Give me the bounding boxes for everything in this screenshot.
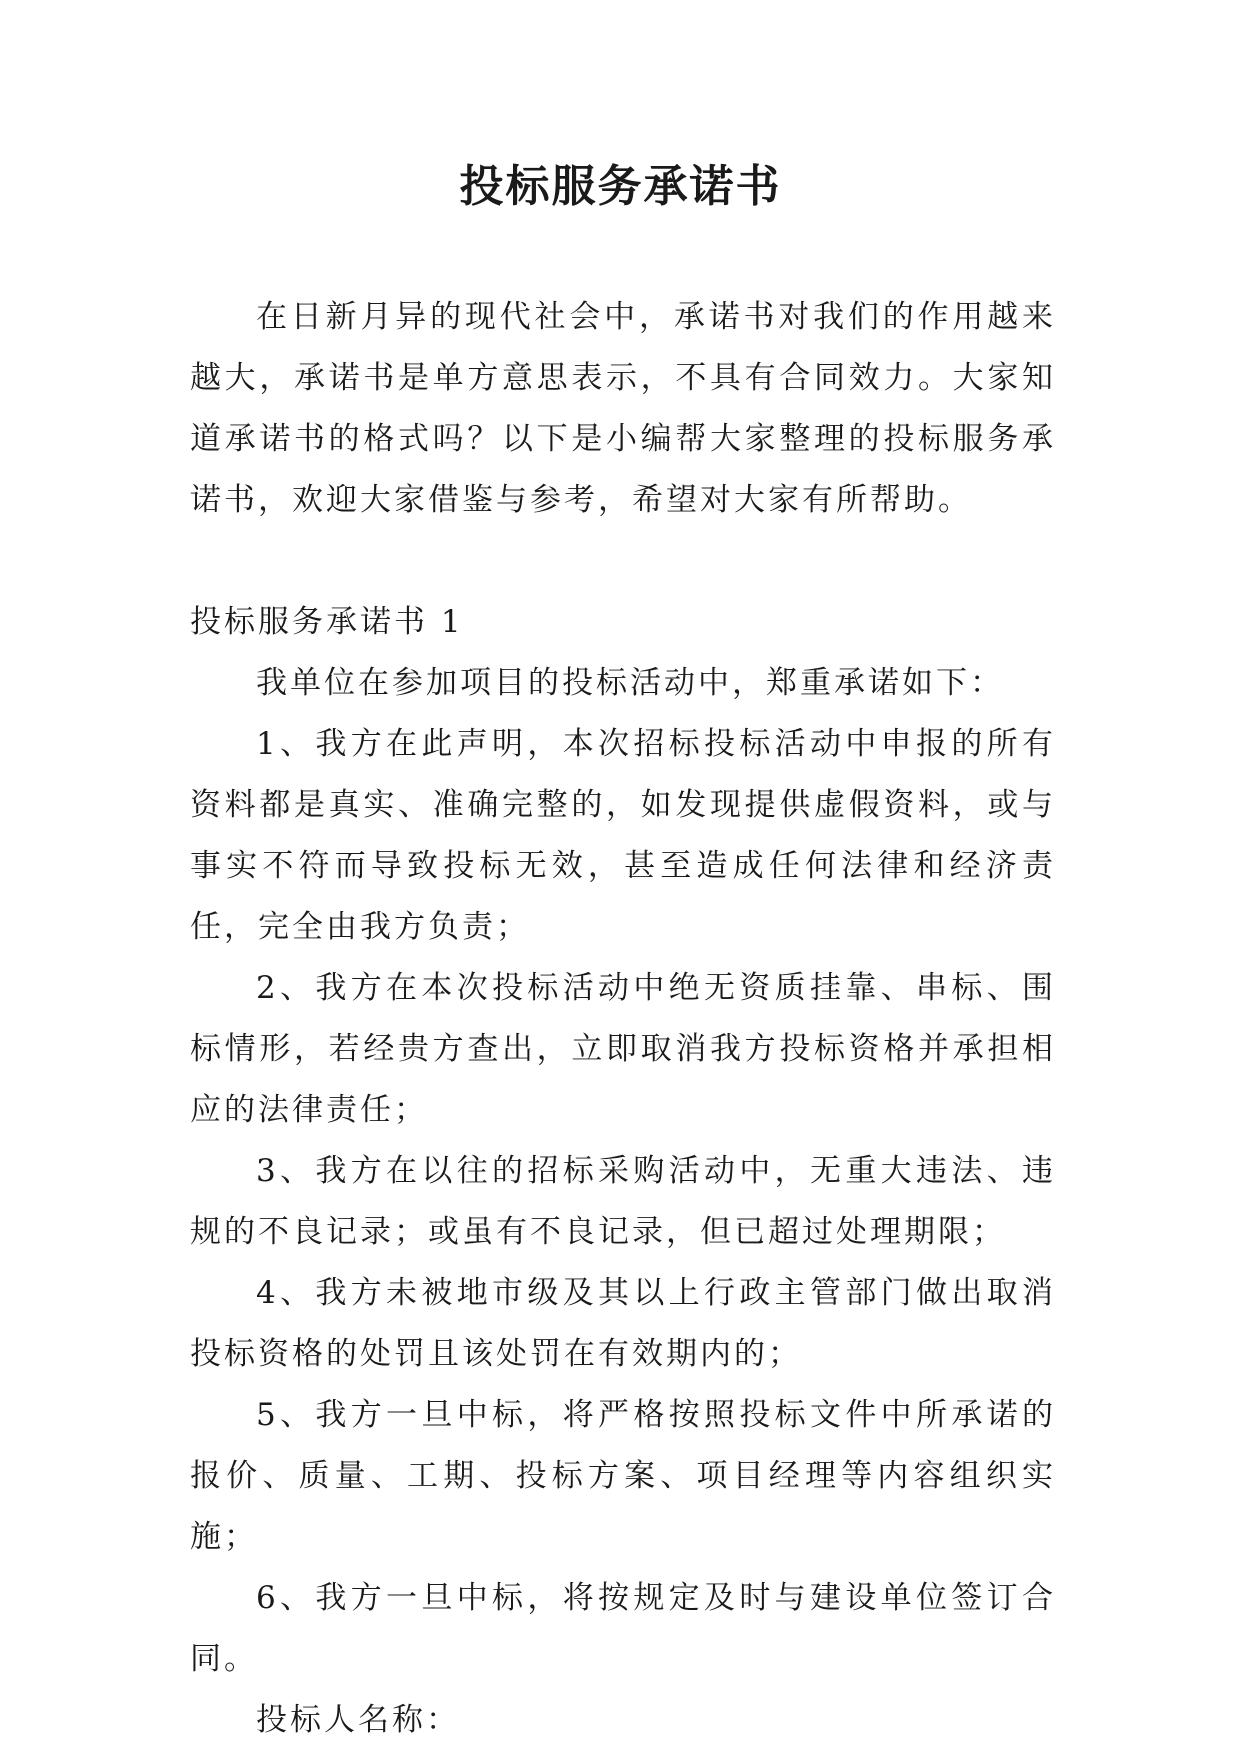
document-title: 投标服务承诺书 bbox=[459, 161, 782, 212]
document-body bbox=[190, 287, 1056, 1751]
commitment-item-3: 3、我方在以往的招标采购活动中，无重大违法、违规的不良记录；或虽有不良记录，但已超过处理期限； bbox=[190, 1153, 1056, 1250]
commitment-item-2: 2、我方在本次投标活动中绝无资质挂靠、串标、围标情形，若经贵方查出，立即取消我方投标资格并承担相应的法律责任； bbox=[190, 970, 1056, 1128]
paragraph-gap bbox=[190, 531, 1056, 592]
commitment-item-1: 1、我方在此声明，本次招标投标活动中申报的所有资料都是真实、准确完整的，如发现提供虚假资料，或与事实不符而导致投标无效，甚至造成任何法律和经济责任，完全由我方负责； bbox=[190, 726, 1056, 945]
commitment-item-5: 5、我方一旦中标，将严格按照投标文件中所承诺的报价、质量、工期、投标方案、项目经理等内容组织实施； bbox=[190, 1397, 1056, 1555]
intro-paragraph: 在日新月异的现代社会中，承诺书对我们的作用越来越大，承诺书是单方意思表示，不具有合同效力。大家知道承诺书的格式吗？以下是小编帮大家整理的投标服务承诺书，欢迎大家借鉴与参考，希望对大家有所帮助。 bbox=[190, 299, 1056, 518]
signature-label: 投标人名称： bbox=[256, 1702, 460, 1738]
commitment-item-4: 4、我方未被地市级及其以上行政主管部门做出取消投标资格的处罚且该处罚在有效期内的； bbox=[190, 1275, 1056, 1372]
commitment-item-6: 6、我方一旦中标，将按规定及时与建设单位签订合同。 bbox=[190, 1580, 1056, 1677]
opening-paragraph: 我单位在参加项目的投标活动中，郑重承诺如下： bbox=[256, 665, 1004, 701]
section-heading: 投标服务承诺书 1 bbox=[190, 604, 464, 640]
